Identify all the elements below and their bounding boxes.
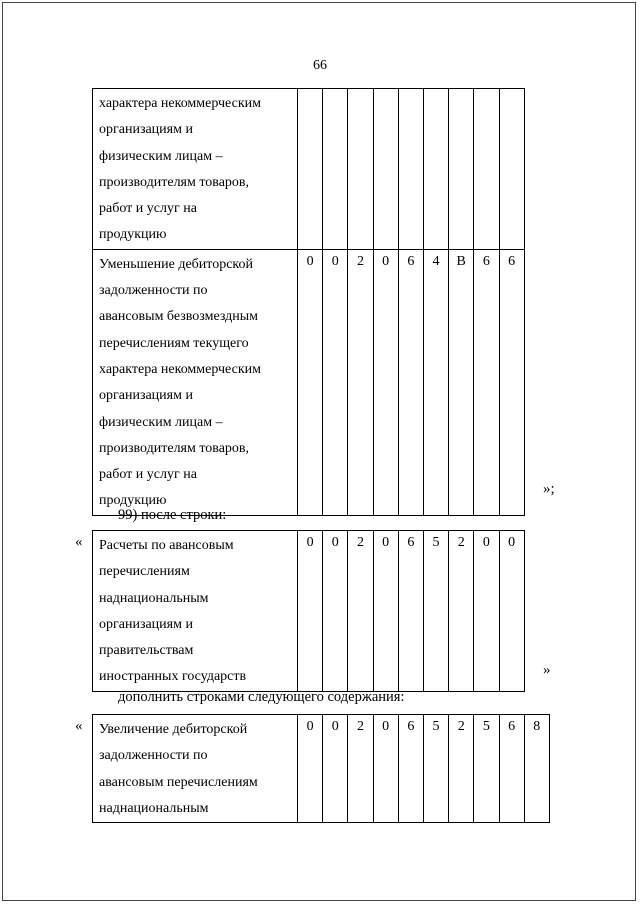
classification-table-2 <box>92 530 525 692</box>
code-cell <box>474 89 499 250</box>
code-cell: 2 <box>348 715 373 823</box>
code-cell: 0 <box>298 249 323 515</box>
code-cell: 8 <box>524 715 549 823</box>
code-cell: 6 <box>398 249 423 515</box>
name-line: авансовым безвозмездным <box>99 309 259 325</box>
name-line: организациям и <box>99 616 193 632</box>
name-line: иностранных государств <box>99 669 247 685</box>
row-name-cell <box>93 249 298 515</box>
name-line: наднациональным <box>99 590 209 606</box>
name-line: задолженности по <box>99 748 208 764</box>
code-cell: 6 <box>398 715 423 823</box>
code-cell: 0 <box>298 715 323 823</box>
code-cell: 0 <box>323 531 348 692</box>
code-cell: 4 <box>423 249 448 515</box>
code-cell <box>449 89 474 250</box>
name-line: организациям и <box>99 122 193 138</box>
code-cell: 0 <box>499 531 524 692</box>
code-cell <box>348 89 373 250</box>
code-cell: 0 <box>373 249 398 515</box>
name-line: физическим лицам – <box>99 148 223 164</box>
closing-quote: »; <box>543 481 555 497</box>
code-cell: 2 <box>449 531 474 692</box>
code-cell: 0 <box>373 531 398 692</box>
name-line: характера некоммерческим <box>99 96 261 111</box>
row-name-cell <box>93 531 298 692</box>
name-line: Расчеты по авансовым <box>99 538 234 553</box>
code-cell: 0 <box>298 531 323 692</box>
code-cell: 2 <box>449 715 474 823</box>
instruction-add-rows: дополнить строками следующего содержания: <box>118 689 405 705</box>
name-line: работ и услуг на <box>99 467 197 483</box>
table-row <box>93 531 525 692</box>
opening-quote: « <box>75 534 83 550</box>
code-cell: 5 <box>474 715 499 823</box>
name-line: авансовым перечислениям <box>99 774 258 790</box>
name-line: Уменьшение дебиторской <box>99 256 254 272</box>
name-line: Увеличение дебиторской <box>99 722 248 737</box>
name-line: перечислениям <box>99 564 190 580</box>
code-cell: В <box>449 249 474 515</box>
code-cell: 0 <box>474 531 499 692</box>
name-line: производителям товаров, <box>99 440 250 456</box>
name-line: перечислениям текущего <box>99 335 249 351</box>
code-cell <box>298 89 323 250</box>
instruction-after-row: 99) после строки: <box>118 507 227 523</box>
name-line: правительствам <box>99 643 194 659</box>
table-row <box>93 715 550 823</box>
name-line: работ и услуг на <box>99 201 197 217</box>
code-cell: 5 <box>423 715 448 823</box>
row-name-cell <box>93 89 298 250</box>
row-name-cell <box>93 715 298 823</box>
code-cell <box>373 89 398 250</box>
code-cell: 2 <box>348 249 373 515</box>
code-cell: 0 <box>373 715 398 823</box>
code-cell: 2 <box>348 531 373 692</box>
closing-quote: » <box>543 662 551 678</box>
name-line: физическим лицам – <box>99 414 223 430</box>
name-line: организациям и <box>99 388 193 404</box>
code-cell: 6 <box>398 531 423 692</box>
code-cell: 0 <box>323 249 348 515</box>
name-line: характера некоммерческим <box>99 361 261 377</box>
opening-quote: « <box>75 718 83 734</box>
table-row <box>93 89 525 250</box>
code-cell: 6 <box>474 249 499 515</box>
name-line: продукцию <box>99 493 167 509</box>
code-cell: 0 <box>323 715 348 823</box>
table-row <box>93 249 525 515</box>
name-line: задолженности по <box>99 283 208 299</box>
page-number: 66 <box>313 58 327 73</box>
code-cell <box>499 89 524 250</box>
code-cell <box>398 89 423 250</box>
name-line: продукцию <box>99 227 167 243</box>
classification-table-3 <box>92 714 550 823</box>
code-cell <box>423 89 448 250</box>
code-cell: 5 <box>423 531 448 692</box>
code-cell: 6 <box>499 249 524 515</box>
name-line: производителям товаров, <box>99 174 250 190</box>
name-line: наднациональным <box>99 800 209 816</box>
code-cell: 6 <box>499 715 524 823</box>
classification-table-1 <box>92 88 525 516</box>
code-cell <box>323 89 348 250</box>
